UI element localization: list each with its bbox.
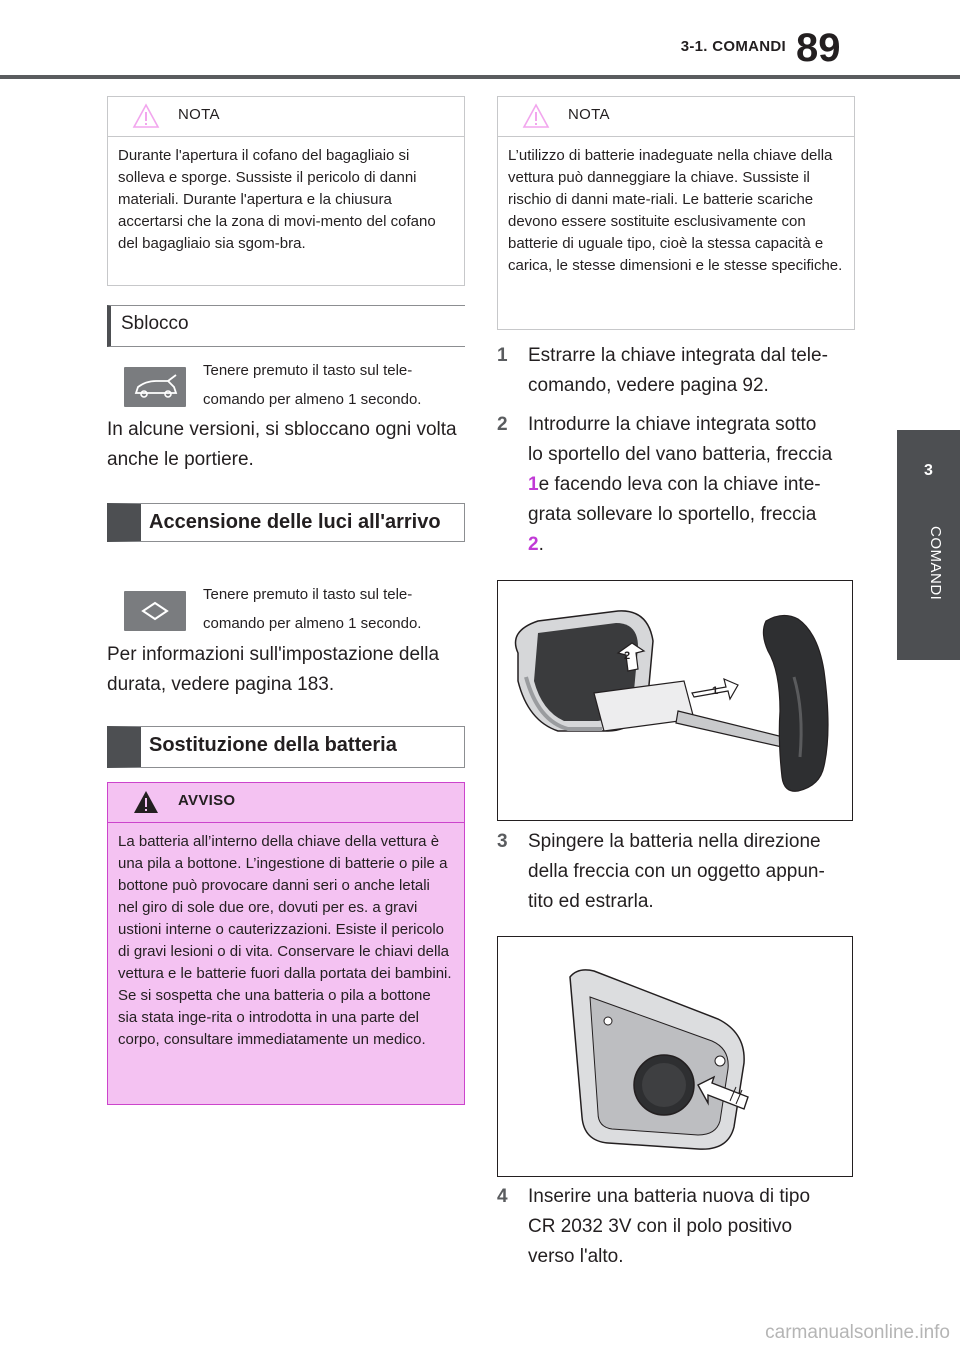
note-box-right <box>497 96 855 330</box>
sblocco-instruction-1: Tenere premuto il tasto sul tele- <box>203 362 413 379</box>
figure-label-1: 1 <box>712 685 719 697</box>
note-title: NOTA <box>178 106 220 123</box>
step-number: 3 <box>497 831 508 852</box>
accensione-instruction-2: comando per almeno 1 secondo. <box>203 615 422 632</box>
warning-title: AVVISO <box>178 792 236 809</box>
warning-triangle-icon <box>132 789 160 815</box>
sblocco-instruction-2: comando per almeno 1 secondo. <box>203 391 422 408</box>
car-trunk-icon <box>124 367 186 407</box>
arrow-ref-2: 2 <box>528 534 539 555</box>
key-fob-illustration <box>498 581 851 819</box>
warning-triangle-icon <box>132 103 160 129</box>
step-3-line-3: tito ed estrarla. <box>528 891 654 912</box>
arrival-lights-icon <box>124 591 186 631</box>
step-4-line-3: verso l'alto. <box>528 1246 624 1267</box>
running-header-section: 3-1. COMANDI <box>680 38 786 55</box>
section-heading-accensione: Accensione delle luci all'arrivo <box>107 503 465 542</box>
warning-header <box>108 783 464 823</box>
step-2-line-4: grata sollevare lo sportello, freccia <box>528 504 817 525</box>
chapter-number: 3 <box>924 462 933 479</box>
step-1-line-1: Estrarre la chiave integrata dal tele- <box>528 345 828 366</box>
warning-triangle-icon <box>522 103 550 129</box>
note-header <box>498 97 854 137</box>
accensione-instruction-1: Tenere premuto il tasto sul tele- <box>203 586 413 603</box>
note-title: NOTA <box>568 106 610 123</box>
figure-battery-removal <box>497 936 853 1177</box>
step-2-line-5: 2. <box>528 534 544 555</box>
arrow-ref-1: 1 <box>528 474 539 495</box>
warning-text: La batteria all’interno della chiave della vettura è una pila a bottone. L’ingestione di batterie o pile a bottone può provocare danni seri o anche letali nel giro di sole due ore, dovuti per es. a gravi ustioni interne o cauterizzazioni. Esiste il pericolo di gravi lesioni o di vita. Conservare le chiavi della vettura e le batterie fuori dalla portata dei bambini. Se si sospetta che una batteria o pila a bottone sia stata inge-rita o introdotta in una parte del corpo, consultare immediatamente un medico. <box>118 833 452 1048</box>
figure-label-2: 2 <box>624 650 631 662</box>
figure-key-removal <box>497 580 853 821</box>
chapter-label: COMANDI <box>927 526 944 601</box>
warning-box <box>107 782 465 1105</box>
step-number: 2 <box>497 414 508 435</box>
step-4-line-1: Inserire una batteria nuova di tipo <box>528 1186 811 1207</box>
header-rule <box>0 75 960 79</box>
battery-compartment-illustration <box>498 937 851 1175</box>
step-2-line-1: Introdurre la chiave integrata sotto <box>528 414 817 435</box>
step-1-line-2: comando, vedere pagina 92. <box>528 375 769 396</box>
watermark: carmanualsonline.info <box>765 1322 950 1343</box>
page-number: 89 <box>796 26 841 70</box>
sblocco-text: In alcune versioni, si sbloccano ogni volta anche le portiere. <box>107 419 457 470</box>
accensione-text: Per informazioni sull'impostazione della durata, vedere pagina 183. <box>107 644 440 695</box>
step-number: 1 <box>497 345 508 366</box>
note-box-left <box>107 96 465 286</box>
step-3-line-1: Spingere la batteria nella direzione <box>528 831 821 852</box>
note-text: L’utilizzo di batterie inadeguate nella chiave della vettura può danneggiare la chiave. Sussiste il rischio di danni mate-riali. Le batterie scariche devono essere sostituite esclusivamente con batterie di uguale tipo, cioè la stessa capacità e carica, le stesse dimensioni e le stesse specifiche. <box>508 147 843 274</box>
step-4-line-2: CR 2032 3V con il polo positivo <box>528 1216 793 1237</box>
step-3-line-2: della freccia con un oggetto appun- <box>528 861 825 882</box>
step-2-line-2: lo sportello del vano batteria, freccia <box>528 444 833 465</box>
step-2-line-3: 1e facendo leva con la chiave inte- <box>528 474 821 495</box>
note-header <box>108 97 464 137</box>
step-number: 4 <box>497 1186 508 1207</box>
section-heading-sostituzione: Sostituzione della batteria <box>107 726 465 768</box>
subheading-sblocco <box>107 305 465 347</box>
subheading-sblocco-text: Sblocco <box>121 313 189 334</box>
note-text: Durante l'apertura il cofano del bagagliaio si solleva e sporge. Sussiste il pericolo di danni materiali. Durante l'apertura e la chiusura accertarsi che la zona di movi-mento del cofano del bagagliaio sia sgom-bra. <box>118 147 436 252</box>
